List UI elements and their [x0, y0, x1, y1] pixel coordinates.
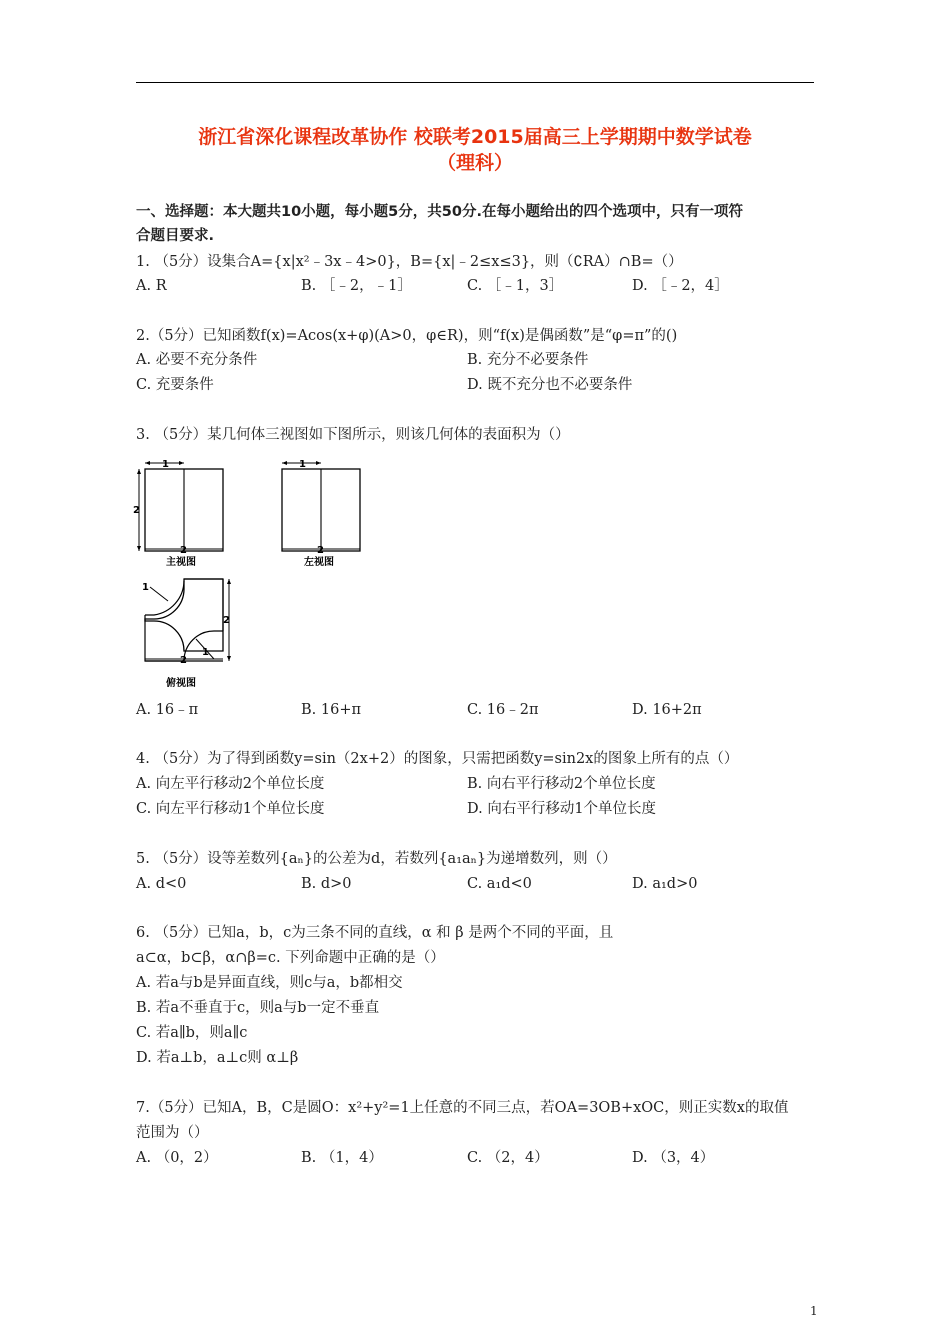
- q7-stem-line-2: 范围为（）: [136, 1125, 209, 1141]
- top-dim-bottom: 2: [180, 655, 187, 666]
- three-view-drawing: [130, 455, 380, 690]
- side-view: [282, 459, 360, 568]
- q4-option-b: B. 向右平行移动2个单位长度: [467, 776, 656, 792]
- top-view: [142, 579, 231, 689]
- q3-option-b: B. 16+π: [301, 702, 362, 718]
- side-dim-top: 1: [299, 459, 306, 470]
- q3-option-c: C. 16﹣2π: [467, 702, 539, 718]
- q5-option-c: C. a₁d<0: [467, 876, 532, 892]
- front-dim-top: 1: [162, 459, 169, 470]
- q5-option-d: D. a₁d>0: [632, 876, 698, 892]
- top-dim-right: 2: [223, 615, 230, 626]
- q1-option-b: B. ［﹣2，﹣1］: [301, 278, 412, 294]
- q4-option-d: D. 向右平行移动1个单位长度: [467, 801, 657, 817]
- q7-stem-line-1: 7.（5分）已知A，B，C是圆O：x²+y²=1上任意的不同三点，若OA=3OB+xOC，则正实数x的取值: [136, 1100, 789, 1116]
- front-dim-bottom: 2: [180, 545, 187, 556]
- q6-option-b: B. 若a不垂直于c，则a与b一定不垂直: [136, 1000, 380, 1016]
- q6-option-a: A. 若a与b是异面直线，则c与a，b都相交: [136, 975, 403, 991]
- three-view-figure: [130, 455, 380, 694]
- q7-option-d: D. （3，4）: [632, 1150, 715, 1166]
- top-dim-radius-2: 1: [202, 647, 209, 658]
- q6-stem-line-2: a⊂α，b⊂β，α∩β=c. 下列命题中正确的是（）: [136, 950, 445, 966]
- q7-option-b: B. （1，4）: [301, 1150, 383, 1166]
- q2-stem: 2.（5分）已知函数f(x)=Acos(x+φ)(A>0，φ∈R)，则“f(x)是偶函数”是“φ=π”的(): [136, 328, 678, 344]
- section-heading-line-1: 一、选择题：本大题共10小题，每小题5分，共50分.在每小题给出的四个选项中，只有一项符: [136, 204, 743, 220]
- section-heading-line-2: 合题目要求.: [136, 228, 215, 244]
- q3-option-a: A. 16﹣π: [136, 702, 199, 718]
- q4-stem: 4. （5分）为了得到函数y=sin（2x+2）的图象，只需把函数y=sin2x的图象上所有的点（）: [136, 751, 739, 767]
- front-dim-left: 2: [133, 505, 140, 516]
- side-view-label: 左视图: [304, 557, 334, 568]
- q2-option-a: A. 必要不充分条件: [136, 352, 258, 368]
- q1-option-a: A. R: [136, 278, 167, 294]
- q6-option-d: D. 若a⊥b，a⊥c则 α⊥β: [136, 1050, 299, 1066]
- q5-option-b: B. d>0: [301, 876, 352, 892]
- q3-option-d: D. 16+2π: [632, 702, 702, 718]
- side-dim-bottom: 2: [317, 545, 324, 556]
- q5-option-a: A. d<0: [136, 876, 187, 892]
- q7-option-a: A. （0，2）: [136, 1150, 218, 1166]
- q3-stem: 3. （5分）某几何体三视图如下图所示，则该几何体的表面积为（）: [136, 427, 570, 443]
- q2-option-c: C. 充要条件: [136, 377, 214, 393]
- top-view-label: 俯视图: [166, 678, 196, 689]
- q1-stem: 1. （5分）设集合A={x|x²﹣3x﹣4>0}，B={x|﹣2≤x≤3}，则（∁RA）∩B=（）: [136, 254, 683, 270]
- page-number: 1: [810, 1304, 818, 1318]
- q2-option-b: B. 充分不必要条件: [467, 352, 589, 368]
- q2-option-d: D. 既不充分也不必要条件: [467, 377, 633, 393]
- q4-option-a: A. 向左平行移动2个单位长度: [136, 776, 325, 792]
- q1-option-c: C. ［﹣1，3］: [467, 278, 564, 294]
- front-view-label: 主视图: [166, 557, 196, 568]
- q7-option-c: C. （2，4）: [467, 1150, 549, 1166]
- q6-stem-line-1: 6. （5分）已知a，b，c为三条不同的直线，α 和 β 是两个不同的平面，且: [136, 925, 614, 941]
- top-dim-radius-1: 1: [142, 582, 149, 593]
- q1-option-d: D. ［﹣2，4］: [632, 278, 729, 294]
- q5-stem: 5. （5分）设等差数列{aₙ}的公差为d，若数列{a₁aₙ}为递增数列，则（）: [136, 851, 617, 867]
- title-line-1: 浙江省深化课程改革协作 校联考2015届高三上学期期中数学试卷: [198, 126, 752, 148]
- header-rule: [136, 82, 814, 83]
- q4-option-c: C. 向左平行移动1个单位长度: [136, 801, 325, 817]
- page-title: [136, 124, 814, 176]
- front-view: [133, 459, 223, 568]
- title-line-2: （理科）: [436, 152, 513, 174]
- q6-option-c: C. 若a∥b，则a∥c: [136, 1025, 248, 1041]
